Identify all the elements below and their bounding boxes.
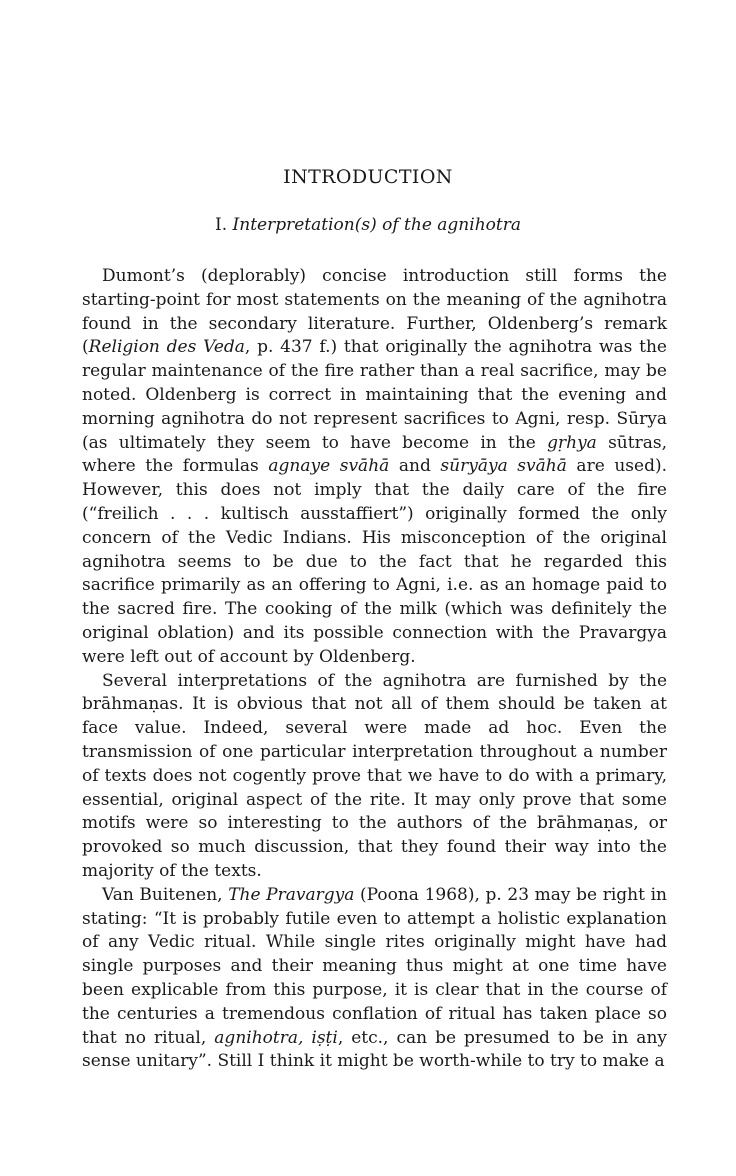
text-run: Several interpretations of the agnihotra are furnished by the brāhmaṇas. It is obvious that not all of them should be taken at face value. Indeed, several were made ad hoc. Even the transmission of one particular interpretation throughout a number of texts does not cogently prove that we have to do with a primary, essential, original aspect of the rite. It may only prove that some motifs were so interesting to the authors of the brāhmaṇas, or provoked so much discussion, that they found their way into the majority of the texts. — [82, 670, 667, 881]
italic-text: gṛhya — [547, 432, 597, 453]
body-text — [82, 265, 667, 1074]
text-run: , etc., can be presumed to be in any sense unitary”. Still I think it might be worth-while to try to make a — [82, 1027, 667, 1072]
text-run: , p. 437 f.) that originally the agnihotra was the regular maintenance of the fire rather than a real sacrifice, may be noted. Oldenberg is correct in maintaining that the evening and morning agnihotra do not represent sacrifices to Agni, resp. Sūrya (as ultimately they seem to have become in the — [82, 337, 667, 453]
italic-text: The Pravargya — [228, 884, 355, 905]
body-paragraph — [82, 670, 667, 884]
text-run: Van Buitenen, — [102, 884, 229, 905]
text-run: and — [389, 456, 441, 477]
section-heading — [0, 215, 736, 235]
body-paragraph — [82, 265, 667, 670]
italic-text: agnaye svāhā — [268, 456, 390, 477]
chapter-title: INTRODUCTION — [283, 166, 453, 188]
text-run: sūtras, where the formulas — [82, 432, 667, 477]
italic-text: agnihotra, iṣṭi — [214, 1027, 338, 1048]
section-title: Interpretation(s) of the agnihotra — [232, 215, 521, 235]
section-number: I. — [215, 215, 228, 235]
text-run: Dumont’s (deplorably) concise introduction still forms the starting-point for most statements on the meaning of the agnihotra found in the secondary literature. Further, Oldenberg’s remark ( — [82, 266, 667, 358]
italic-text: Religion des Veda — [88, 337, 245, 358]
text-run: are used). However, this does not imply that the daily care of the fire (“freilich . . . kultisch ausstaffiert”) originally formed the only concern of the Vedic Indians. His misconception of the original agnihotra seems to be due to the fact that he regarded this sacrifice primarily as an offering to Agni, i.e. as an homage paid to the sacred fire. The cooking of the milk (which was definitely the original oblation) and its possible connection with the Pravargya were left out of account by Oldenberg. — [82, 456, 667, 667]
text-run: (Poona 1968), p. 23 may be right in stating: “It is probably futile even to attempt a holistic explanation of any Vedic ritual. While single rites originally might have had single purposes and their meaning thus might at one time have been explicable from this purpose, it is clear that in the course of the centuries a tremendous conflation of ritual has taken place so that no ritual, — [82, 884, 667, 1048]
body-paragraph — [82, 884, 667, 1074]
italic-text: sūryāya svāhā — [440, 456, 567, 477]
